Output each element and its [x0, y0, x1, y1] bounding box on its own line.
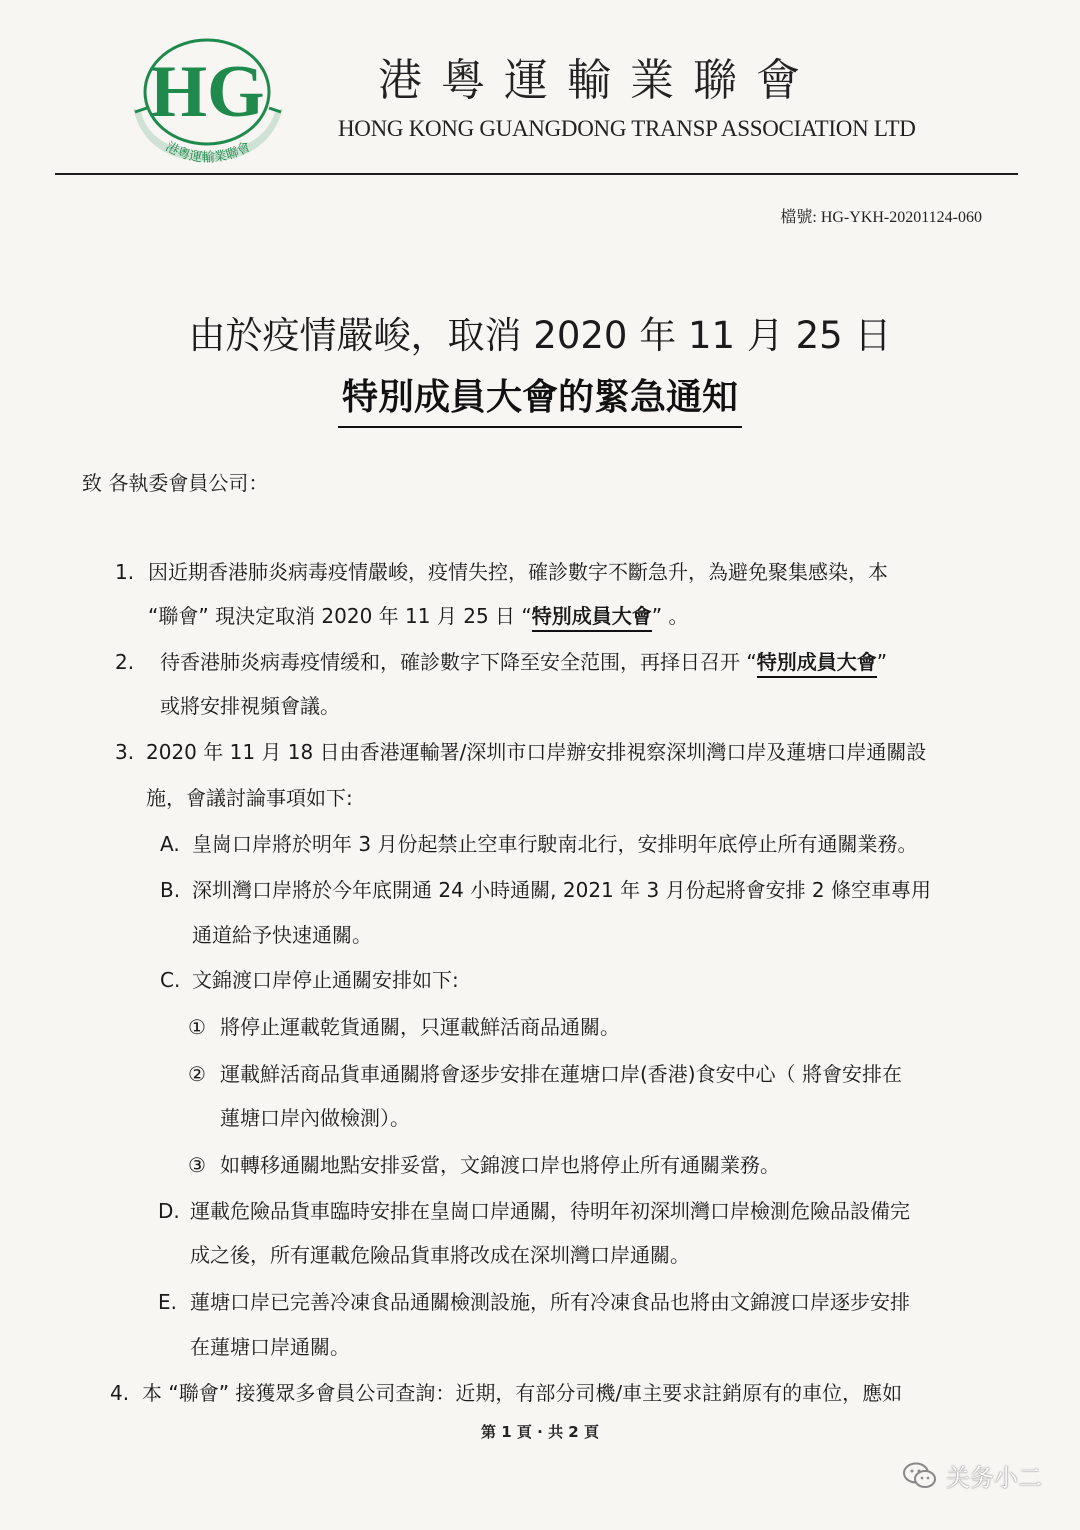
item-3c-2-line-1: 運載鮮活商品貨車通關將會逐步安排在蓮塘口岸(香港)食安中心（ 將會安排在 — [220, 1062, 902, 1086]
item-1-line-1: 因近期香港肺炎病毒疫情嚴峻，疫情失控，確診數字不斷急升，為避免聚集感染，本 — [148, 560, 888, 584]
wechat-icon — [902, 1461, 938, 1491]
emphasis-special-meeting: 特別成員大會 — [532, 604, 652, 632]
watermark — [902, 1458, 1042, 1493]
reference-number: 檔號: HG-YKH-20201124-060 — [780, 209, 982, 226]
item-4-number: 4. — [110, 1381, 130, 1405]
notice-title-line1: 由於疫情嚴峻，取消 2020 年 11 月 25 日 — [188, 314, 892, 357]
item-3e-line-1: 蓮塘口岸已完善冷凍食品通關檢測設施，所有冷凍食品也將由文錦渡口岸逐步安排 — [190, 1290, 910, 1314]
item-1-number: 1. — [115, 560, 135, 584]
item-3b-line-2: 通道給予快速通關。 — [192, 923, 372, 947]
watermark-text: 关务小二 — [946, 1464, 1042, 1492]
item-3c-2-line-2: 蓮塘口岸內做檢測）。 — [220, 1106, 410, 1130]
item-4-line-1: 本 “聯會” 接獲眾多會員公司查詢：近期，有部分司機/車主要求註銷原有的車位，應如 — [142, 1381, 903, 1405]
notice-title-line2: 特別成員大會的緊急通知 — [338, 369, 742, 428]
item-3c-1-mark: ① — [188, 1015, 206, 1039]
logo-letters: HG — [149, 51, 265, 133]
item-3c-mark: C. — [160, 968, 181, 992]
item-3d-line-1: 運載危險品貨車臨時安排在皇崗口岸通關，待明年初深圳灣口岸檢測危險品設備完 — [190, 1199, 910, 1223]
salutation: 致 各執委會員公司： — [82, 471, 269, 495]
item-3-line-2: 施，會議討論事項如下: — [146, 786, 353, 810]
item-2-line-2: 或將安排視頻會議。 — [160, 694, 340, 718]
organization-name-english: HONG KONG GUANGDONG TRANSP ASSOCIATION LTD — [338, 116, 916, 141]
item-3e-line-2: 在蓮塘口岸通關。 — [190, 1335, 350, 1359]
logo-ring-text: 港粵運輸業聯會 — [162, 139, 254, 166]
item-3-number: 3. — [115, 740, 135, 764]
organization-name-chinese: 港粵運輸業聯會 — [378, 55, 819, 106]
page-indicator: 第 1 頁 · 共 2 頁 — [481, 1423, 599, 1441]
item-3c-1-line-1: 將停止運載乾貨通關，只運載鮮活商品通關。 — [220, 1015, 620, 1039]
association-logo — [125, 30, 290, 170]
item-2-line-1: 待香港肺炎病毒疫情缓和，確診數字下降至安全范围，再择日召开 “特別成員大會” — [160, 652, 887, 672]
emphasis-special-meeting: 特別成員大會 — [757, 650, 877, 678]
item-3d-mark: D. — [158, 1199, 180, 1223]
item-3-line-1: 2020 年 11 月 18 日由香港運輸署/深圳市口岸辦安排視察深圳灣口岸及蓮塘口岸通關設 — [146, 740, 927, 764]
item-2-number: 2. — [115, 650, 135, 674]
item-1-line-2: “聯會” 現決定取消 2020 年 11 月 25 日 “特別成員大會” 。 — [148, 606, 688, 626]
item-3c-3-mark: ③ — [188, 1153, 206, 1177]
item-3d-line-2: 成之後，所有運載危險品貨車將改成在深圳灣口岸通關。 — [190, 1243, 690, 1267]
item-3a-line-1: 皇崗口岸將於明年 3 月份起禁止空車行駛南北行，安排明年底停止所有通關業務。 — [192, 832, 918, 856]
item-3e-mark: E. — [158, 1290, 177, 1314]
item-3c-2-mark: ② — [188, 1062, 206, 1086]
item-3b-line-1: 深圳灣口岸將於今年底開通 24 小時通關, 2021 年 3 月份起將會安排 2 條空車專用 — [192, 878, 932, 902]
item-3a-mark: A. — [160, 832, 180, 856]
item-3b-mark: B. — [160, 878, 181, 902]
header-divider — [55, 173, 1018, 175]
item-3c-3-line-1: 如轉移通關地點安排妥當，文錦渡口岸也將停止所有通關業務。 — [220, 1153, 780, 1177]
item-3c-line-1: 文錦渡口岸停止通關安排如下: — [192, 968, 459, 992]
